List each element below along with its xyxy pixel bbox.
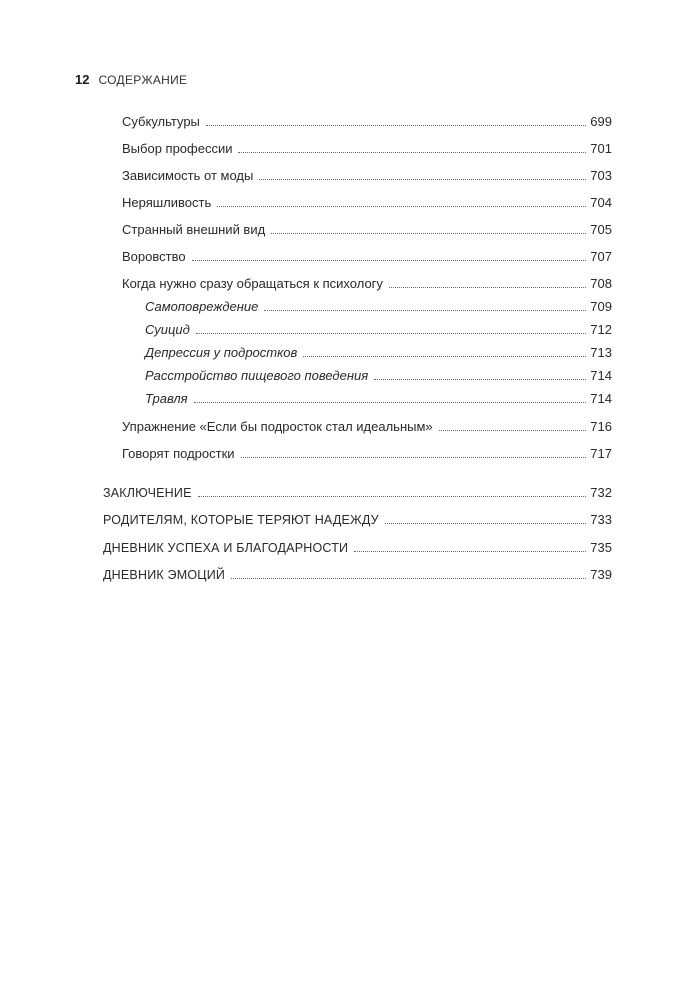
toc-entry-page: 709 <box>590 299 612 314</box>
toc-entry-title: Самоповреждение <box>145 299 264 314</box>
toc-entry-page: 713 <box>590 345 612 360</box>
toc-entry-title: Суицид <box>145 322 196 337</box>
toc-entry-page: 735 <box>590 540 612 555</box>
toc-dot-leader <box>196 333 586 334</box>
toc-entry-title: РОДИТЕЛЯМ, КОТОРЫЕ ТЕРЯЮТ НАДЕЖДУ <box>103 513 385 527</box>
toc-entry-title: ДНЕВНИК ЭМОЦИЙ <box>103 568 231 582</box>
toc-dot-leader <box>374 379 586 380</box>
toc-entry-title: ДНЕВНИК УСПЕХА И БЛАГОДАРНОСТИ <box>103 541 354 555</box>
toc-entry-page: 712 <box>590 322 612 337</box>
toc-chapter <box>103 512 612 530</box>
toc-entry-title: Расстройство пищевого поведения <box>145 368 374 383</box>
toc-entry <box>122 168 612 186</box>
toc-entry-page: 705 <box>590 222 612 237</box>
toc-entry-title: Говорят подростки <box>122 446 241 461</box>
toc-dot-leader <box>259 179 586 180</box>
toc-entry-title: Странный внешний вид <box>122 222 271 237</box>
toc-entry-page: 732 <box>590 485 612 500</box>
toc-subentry <box>145 322 612 340</box>
toc-dot-leader <box>385 523 587 524</box>
toc-dot-leader <box>217 206 586 207</box>
toc-entry-title: Когда нужно сразу обращаться к психологу <box>122 276 389 291</box>
toc-subentry <box>145 345 612 363</box>
toc-entry <box>122 446 612 464</box>
toc-entry-title: Воровство <box>122 249 192 264</box>
running-header <box>75 72 187 87</box>
toc-entry-page: 703 <box>590 168 612 183</box>
toc-dot-leader <box>198 496 587 497</box>
toc-entry-page: 733 <box>590 512 612 527</box>
toc-dot-leader <box>303 356 586 357</box>
toc-entry-page: 714 <box>590 368 612 383</box>
toc-dot-leader <box>271 233 586 234</box>
toc-entry-title: Депрессия у подростков <box>145 345 303 360</box>
toc-entry-title: Упражнение «Если бы подросток стал идеальным» <box>122 419 439 434</box>
toc-entry-page: 708 <box>590 276 612 291</box>
toc-entry <box>122 276 612 294</box>
toc-chapter <box>103 540 612 558</box>
toc-chapter <box>103 567 612 585</box>
toc-entry-page: 739 <box>590 567 612 582</box>
toc-entry-title: ЗАКЛЮЧЕНИЕ <box>103 486 198 500</box>
toc-entry <box>122 141 612 159</box>
toc-entry-page: 714 <box>590 391 612 406</box>
toc-dot-leader <box>231 578 586 579</box>
toc-entry-title: Зависимость от моды <box>122 168 259 183</box>
toc-entry <box>122 114 612 132</box>
toc-entry-title: Выбор профессии <box>122 141 238 156</box>
toc-entry-page: 704 <box>590 195 612 210</box>
toc-dot-leader <box>264 310 586 311</box>
toc-dot-leader <box>206 125 586 126</box>
toc-dot-leader <box>194 402 587 403</box>
toc-entry <box>122 222 612 240</box>
toc-dot-leader <box>192 260 587 261</box>
toc-entry-page: 701 <box>590 141 612 156</box>
page-number: 12 <box>75 72 90 87</box>
toc-entry-page: 699 <box>590 114 612 129</box>
running-title: СОДЕРЖАНИЕ <box>98 73 188 87</box>
toc-entry-page: 707 <box>590 249 612 264</box>
toc-subentry <box>145 368 612 386</box>
toc-dot-leader <box>389 287 586 288</box>
toc-chapter <box>103 485 612 503</box>
toc-entry-title: Неряшливость <box>122 195 217 210</box>
toc-entry <box>122 249 612 267</box>
toc-subentry <box>145 391 612 409</box>
toc-dot-leader <box>439 430 587 431</box>
toc-entry <box>122 419 612 437</box>
toc-entry <box>122 195 612 213</box>
toc-dot-leader <box>354 551 586 552</box>
toc-entry-title: Травля <box>145 391 194 406</box>
toc-dot-leader <box>238 152 586 153</box>
toc-dot-leader <box>241 457 587 458</box>
toc-entry-title: Субкультуры <box>122 114 206 129</box>
toc-subentry <box>145 299 612 317</box>
toc-entry-page: 717 <box>590 446 612 461</box>
toc-entry-page: 716 <box>590 419 612 434</box>
